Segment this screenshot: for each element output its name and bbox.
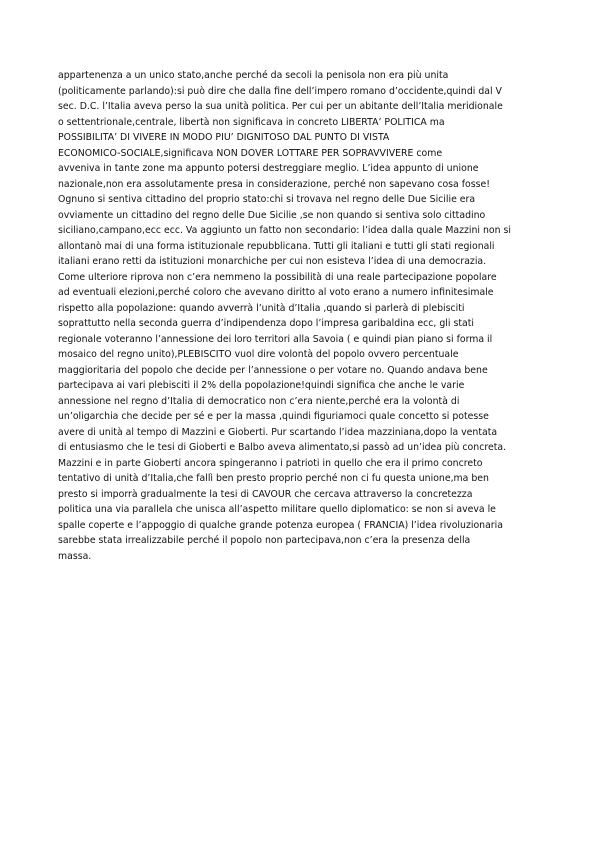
text-line: ovviamente un cittadino del regno delle Due Sicilie ,se non quando si sentiva solo cittadino (58, 209, 486, 221)
text-line: presto si imporrà gradualmente la tesi di CAVOUR che cercava attraverso la concretezza (58, 488, 473, 500)
text-line: partecipava ai vari plebisciti il 2% della popolazione!quindi significa che anche le varie (58, 380, 465, 391)
text-line: siciliano,campano,ecc ecc. Va aggiunto un fatto non secondario: l’idea dalla quale Mazzini non si (58, 225, 511, 236)
text-line: politica una via parallela che unisca all’aspetto militare quello diplomatico: se non si aveva le (58, 504, 496, 515)
text-line: ad eventuali elezioni,perché coloro che avevano diritto al voto erano a numero infinitesimale (58, 287, 494, 298)
text-line: rispetto alla popolazione: quando avverrà l’unità d’Italia ,quando si parlerà di plebisciti (58, 302, 465, 314)
body-text (58, 68, 548, 564)
text-line: italiani erano retti da istituzioni monarchiche per cui non esisteva l’idea di una democrazia. (58, 256, 487, 267)
text-line: Ognuno si sentiva cittadino del proprio stato:chi si trovava nel regno delle Due Sicilie era (58, 194, 476, 205)
text-line: POSSIBILITA’ DI VIVERE IN MODO PIU’ DIGNITOSO DAL PUNTO DI VISTA (58, 132, 390, 143)
text-line: Mazzini e in parte Gioberti ancora spingeranno i patrioti in quello che era il primo concreto (58, 457, 483, 469)
text-line: annessione nel regno d’Italia di democratico non c’era niente,perché era la volontà di (58, 395, 460, 407)
text-line: regionale voteranno l’annessione dei loro territori alla Savoia ( e quindi pian piano si forma il (58, 333, 493, 345)
text-line: avveniva in tante zone ma appunto potersi destreggiare meglio. L’idea appunto di unione (58, 163, 479, 174)
text-line: nazionale,non era assolutamente presa in considerazione, perché non sapevano cosa fosse! (58, 178, 490, 190)
text-line: appartenenza a un unico stato,anche perché da secoli la penisola non era più unita (58, 70, 449, 81)
text-line: sec. D.C. l’Italia aveva perso la sua unità politica. Per cui per un abitante dell’Italia meridionale (58, 101, 503, 112)
text-line: o settentrionale,centrale, libertà non significava in concreto LIBERTA’ POLITICA ma (58, 116, 445, 128)
text-line: allontanò mai di una forma istituzionale repubblicana. Tutti gli italiani e tutti gli stati regionali (58, 240, 495, 252)
text-line: soprattutto nella seconda guerra d’indipendenza dopo l’impresa garibaldina ecc, gli stati (58, 318, 474, 329)
text-line: (politicamente parlando):si può dire che dalla fine dell’impero romano d’occidente,quindi dal V (58, 85, 502, 97)
text-line: Come ulteriore riprova non c’era nemmeno la possibilità di una reale partecipazione popolare (58, 271, 497, 283)
text-line: di entusiasmo che le tesi di Gioberti e Balbo aveva alimentato,si passò ad un’idea più concreta. (58, 442, 507, 453)
text-line: ECONOMICO-SOCIALE,significava NON DOVER LOTTARE PER SOPRAVVIVERE come (58, 147, 443, 159)
text-line: massa. (58, 550, 92, 562)
text-line: sarebbe stata irrealizzabile perché il popolo non partecipava,non c’era la presenza della (58, 535, 471, 546)
text-line: mosaico del regno unito),PLEBISCITO vuol dire volontà del popolo ovvero percentuale (58, 349, 459, 360)
text-line: spalle coperte e l’appoggio di qualche grande potenza europea ( FRANCIA) l’idea rivoluzionaria (58, 519, 503, 531)
text-line: avere di unità al tempo di Mazzini e Gioberti. Pur scartando l’idea mazziniana,dopo la ventata (58, 426, 498, 438)
text-line: tentativo di unità d’Italia,che fallì ben presto proprio perché non ci fu questa unione,ma ben (58, 473, 489, 484)
text-line: un’oligarchia che decide per sé e per la massa ,quindi figuriamoci quale concetto si potesse (58, 411, 489, 422)
text-line: maggioritaria del popolo che decide per l’annessione o per votare no. Quando andava bene (58, 364, 488, 376)
